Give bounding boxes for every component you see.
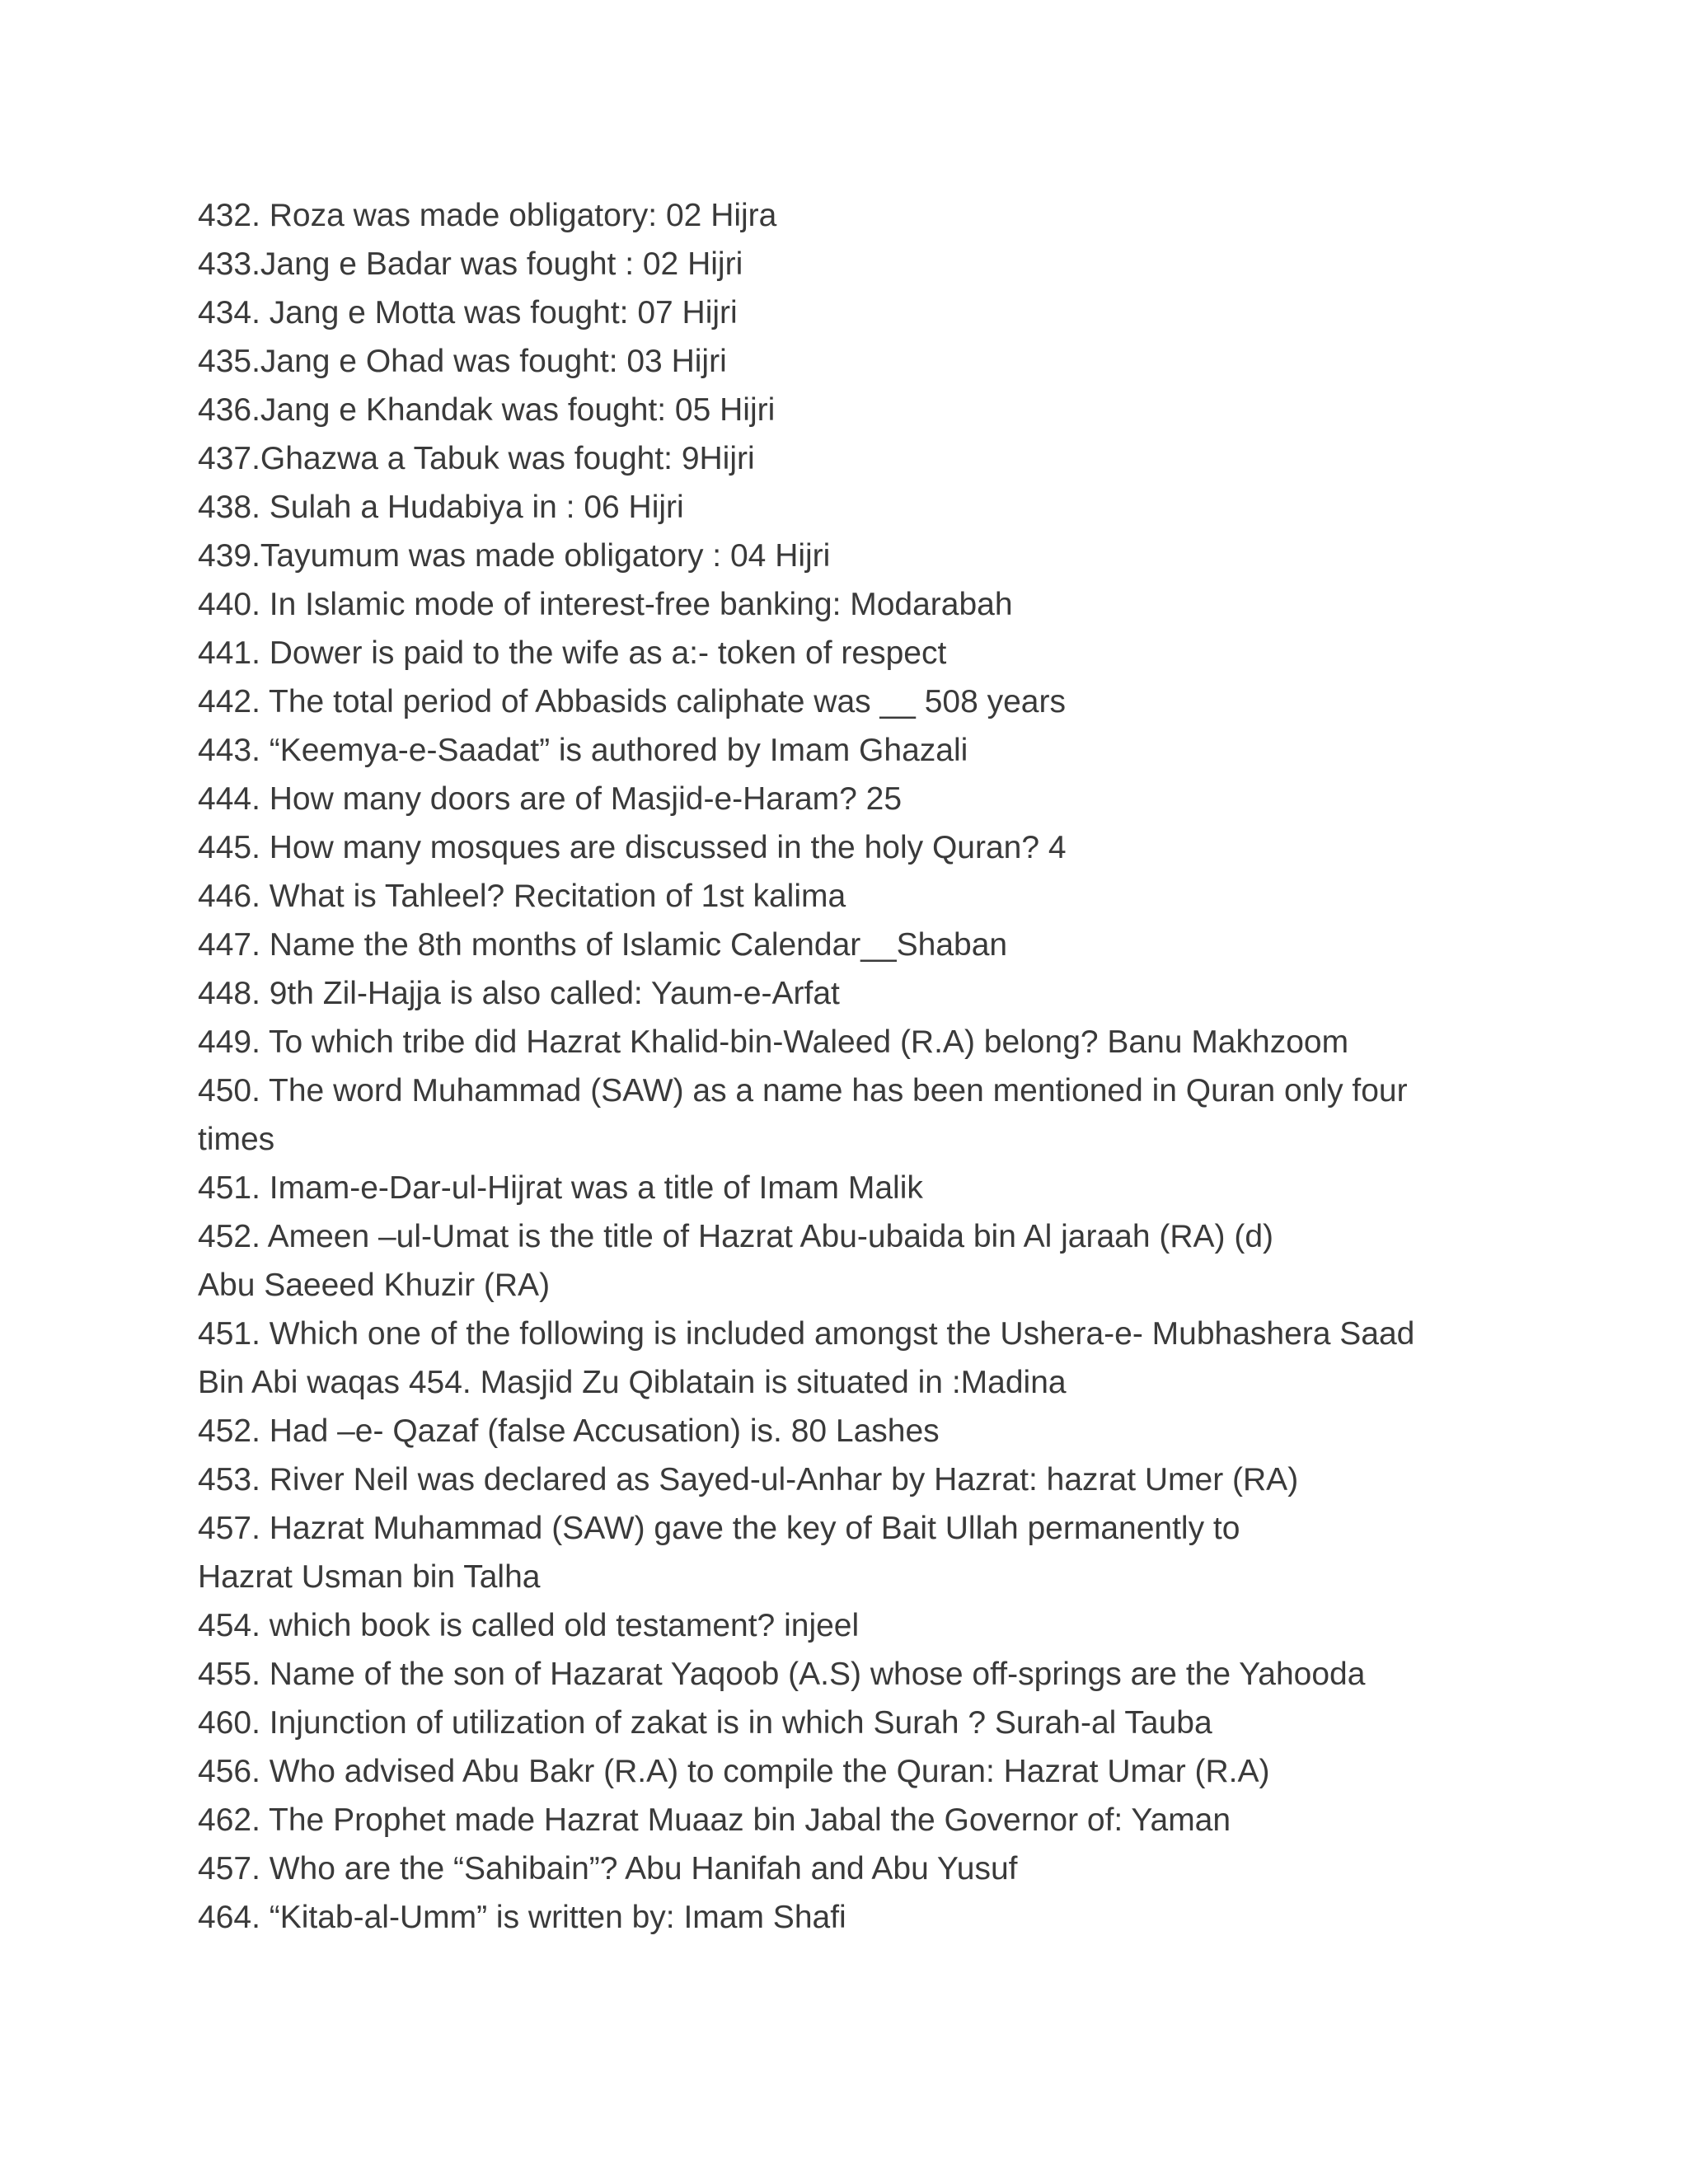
text-line: Hazrat Usman bin Talha	[198, 1559, 541, 1595]
text-line: 462. The Prophet made Hazrat Muaaz bin Jabal the Governor of: Yaman	[198, 1802, 1231, 1838]
text-line: 454. which book is called old testament? injeel	[198, 1608, 860, 1643]
text-line: 449. To which tribe did Hazrat Khalid-bin-Waleed (R.A) belong? Banu Makhzoom	[198, 1024, 1349, 1060]
text-line: 444. How many doors are of Masjid-e-Haram? 25	[198, 781, 903, 817]
text-line: 460. Injunction of utilization of zakat is in which Surah ? Surah-al Tauba	[198, 1705, 1212, 1741]
text-line: 432. Roza was made obligatory: 02 Hijra	[198, 198, 777, 233]
text-line: 453. River Neil was declared as Sayed-ul-Anhar by Hazrat: hazrat Umer (RA)	[198, 1462, 1299, 1497]
text-line: 457. Hazrat Muhammad (SAW) gave the key of Bait Ullah permanently to	[198, 1511, 1240, 1546]
text-line: 452. Ameen –ul-Umat is the title of Hazrat Abu-ubaida bin Al jaraah (RA) (d)	[198, 1219, 1273, 1254]
text-line: 446. What is Tahleel? Recitation of 1st kalima	[198, 879, 846, 914]
text-line: 436.Jang e Khandak was fought: 05 Hijri	[198, 392, 776, 428]
text-line: 451. Which one of the following is included amongst the Ushera-e- Mubhashera Saad	[198, 1316, 1415, 1352]
text-line: 457. Who are the “Sahibain”? Abu Hanifah and Abu Yusuf	[198, 1851, 1018, 1886]
text-line: 440. In Islamic mode of interest-free banking: Modarabah	[198, 587, 1013, 622]
text-line: 443. “Keemya-e-Saadat” is authored by Imam Ghazali	[198, 733, 968, 768]
text-line: 433.Jang e Badar was fought : 02 Hijri	[198, 246, 743, 282]
text-line: Bin Abi waqas 454. Masjid Zu Qiblatain is situated in :Madina	[198, 1365, 1067, 1400]
text-line: 464. “Kitab-al-Umm” is written by: Imam Shafi	[198, 1900, 846, 1935]
text-line: 452. Had –e- Qazaf (false Accusation) is. 80 Lashes	[198, 1413, 940, 1449]
text-line: 441. Dower is paid to the wife as a:- token of respect	[198, 635, 947, 671]
text-line: 442. The total period of Abbasids caliphate was __ 508 years	[198, 684, 1066, 719]
text-line: 451. Imam-e-Dar-ul-Hijrat was a title of Imam Malik	[198, 1170, 923, 1206]
text-line: 439.Tayumum was made obligatory : 04 Hijri	[198, 538, 831, 574]
text-line: 447. Name the 8th months of Islamic Calendar__Shaban	[198, 927, 1008, 963]
text-line: 445. How many mosques are discussed in the holy Quran? 4	[198, 830, 1067, 865]
document-body	[198, 191, 1484, 1942]
text-line: 450. The word Muhammad (SAW) as a name has been mentioned in Quran only four	[198, 1073, 1408, 1108]
text-line: 456. Who advised Abu Bakr (R.A) to compile the Quran: Hazrat Umar (R.A)	[198, 1754, 1270, 1789]
text-line: 434. Jang e Motta was fought: 07 Hijri	[198, 295, 738, 330]
text-line: times	[198, 1122, 275, 1157]
text-line: 435.Jang e Ohad was fought: 03 Hijri	[198, 344, 727, 379]
text-line: 448. 9th Zil-Hajja is also called: Yaum-e-Arfat	[198, 976, 840, 1011]
text-line: 438. Sulah a Hudabiya in : 06 Hijri	[198, 490, 684, 525]
text-line: 455. Name of the son of Hazarat Yaqoob (A.S) whose off-springs are the Yahooda	[198, 1657, 1366, 1692]
text-line: Abu Saeeed Khuzir (RA)	[198, 1268, 551, 1303]
text-line: 437.Ghazwa a Tabuk was fought: 9Hijri	[198, 441, 755, 476]
